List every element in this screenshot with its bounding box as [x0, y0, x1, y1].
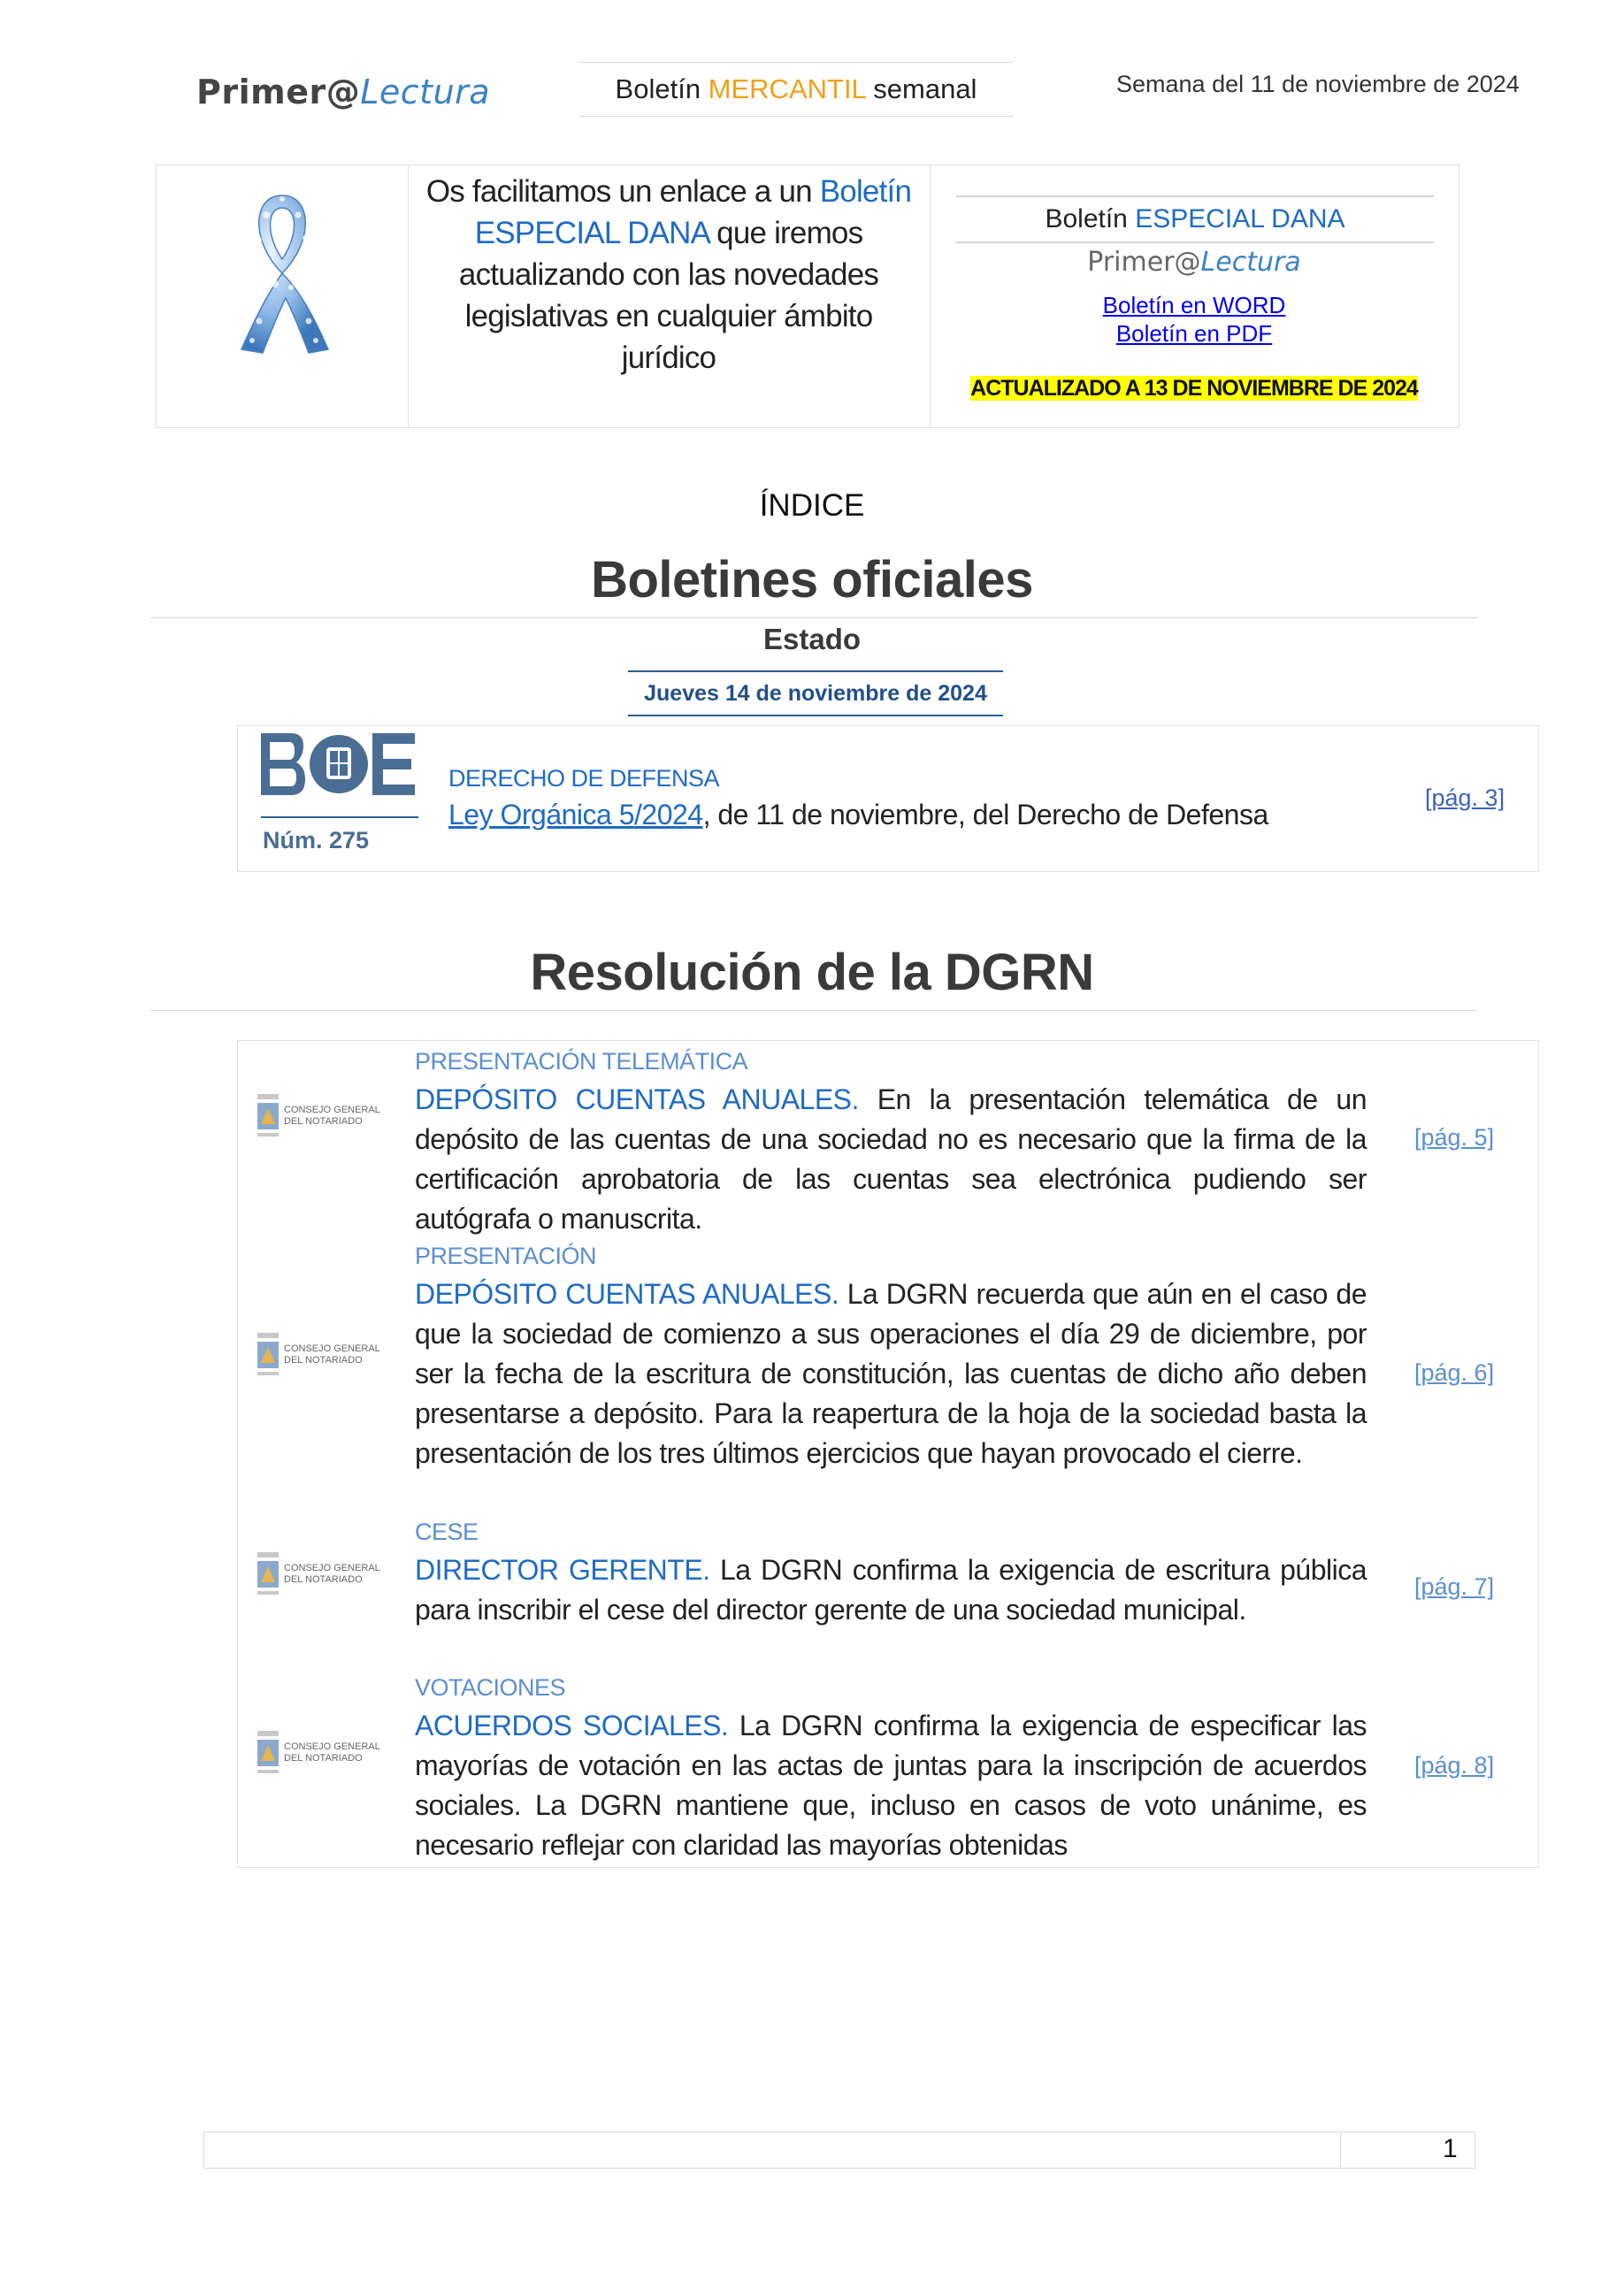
- notariado-logo-text: CONSEJO GENERAL DEL NOTARIADO: [284, 1563, 380, 1585]
- entry-page-link[interactable]: [pág. 7]: [1414, 1573, 1495, 1600]
- boe-law-rest: , de 11 de noviembre, del Derecho de Defensa: [702, 799, 1268, 830]
- boe-law-link[interactable]: Ley Orgánica 5/2024: [448, 799, 703, 830]
- entry-heading: DIRECTOR GERENTE.: [415, 1554, 710, 1586]
- entry-category: VOTACIONES: [415, 1674, 566, 1701]
- dana-logo-lectura: Lectura: [1200, 247, 1301, 278]
- dana-message-start: Os facilitamos un enlace a un: [425, 174, 820, 209]
- dana-title-highlight: ESPECIAL DANA: [1135, 204, 1345, 233]
- dana-box-title: [956, 195, 1434, 243]
- entry-page-link[interactable]: [pág. 8]: [1414, 1752, 1495, 1779]
- dana-links: [930, 291, 1459, 348]
- boe-logo-icon: [261, 733, 415, 795]
- entry-page-link[interactable]: [pág. 6]: [1414, 1359, 1495, 1386]
- dgrn-entry: [238, 1513, 1538, 1655]
- boe-category: DERECHO DE DEFENSA: [448, 765, 720, 792]
- entry-text: [415, 1274, 1367, 1473]
- primer-lectura-logo: [196, 73, 490, 111]
- boe-entry: [237, 725, 1539, 872]
- section-resolucion-dgrn: Resolución de la DGRN: [530, 944, 1094, 1001]
- dana-logo: [930, 247, 1459, 278]
- link-boletin-word[interactable]: Boletín en WORD: [1102, 292, 1286, 318]
- page-number: 1: [1443, 2134, 1458, 2163]
- page-footer: [203, 2131, 1475, 2169]
- bulletin-type: [579, 62, 1013, 117]
- boe-page-link[interactable]: [pág. 3]: [1425, 784, 1505, 811]
- notariado-logo-text: CONSEJO GENERAL DEL NOTARIADO: [284, 1741, 380, 1764]
- boe-law-text: [448, 799, 1268, 831]
- bulletin-prefix: Boletín: [615, 73, 709, 104]
- updated-text: ACTUALIZADO A 13 DE NOVIEMBRE DE 2024: [970, 376, 1418, 401]
- notariado-logo-text: CONSEJO GENERAL DEL NOTARIADO: [284, 1105, 380, 1127]
- entry-text: [415, 1080, 1367, 1239]
- entry-category: PRESENTACIÓN: [415, 1243, 597, 1269]
- index-title: ÍNDICE: [759, 488, 865, 523]
- section-boletines-oficiales: Boletines oficiales: [591, 551, 1033, 608]
- dana-message-cell: [408, 165, 931, 427]
- subsection-estado: Estado: [762, 623, 862, 655]
- boe-number-divider: [261, 816, 418, 818]
- dana-title-prefix: Boletín: [1045, 204, 1136, 233]
- notariado-logo-text: CONSEJO GENERAL DEL NOTARIADO: [284, 1343, 380, 1366]
- logo-text-lectura: Lectura: [360, 73, 491, 111]
- ribbon-cell: [157, 165, 409, 427]
- entry-heading: DEPÓSITO CUENTAS ANUALES.: [415, 1278, 839, 1310]
- entry-heading: ACUERDOS SOCIALES.: [415, 1710, 729, 1741]
- dgrn-entries: [237, 1040, 1539, 1868]
- entry-page-link[interactable]: [pág. 5]: [1414, 1124, 1495, 1151]
- dana-links-cell: [930, 165, 1459, 427]
- boe-number: Núm. 275: [263, 827, 370, 853]
- entry-text: [415, 1706, 1367, 1865]
- dana-message-end: que iremos actualizando con las novedades legislativas en cualquier ámbito jurídico: [458, 216, 879, 375]
- entry-category: PRESENTACIÓN TELEMÁTICA: [415, 1048, 748, 1075]
- dgrn-entry: [238, 1669, 1538, 1864]
- entry-body: La DGRN confirma la exigencia de escritura pública para inscribir el cese del director gerente de una sociedad municipal.: [415, 1554, 1367, 1626]
- awareness-ribbon-icon: [233, 188, 332, 356]
- dgrn-entry: [238, 1041, 1538, 1235]
- dgrn-entry: [238, 1236, 1538, 1501]
- entry-text: [415, 1550, 1367, 1630]
- week-label: Semana del 11 de noviembre de 2024: [1116, 71, 1520, 97]
- updated-notice: [930, 376, 1459, 402]
- boe-date: Jueves 14 de noviembre de 2024: [628, 670, 1003, 716]
- section-divider: [150, 1010, 1477, 1011]
- dana-banner: [156, 165, 1459, 428]
- bulletin-highlight: MERCANTIL: [708, 73, 866, 104]
- link-boletin-pdf[interactable]: Boletín en PDF: [1115, 320, 1273, 347]
- entry-body: La DGRN confirma la exigencia de especificar las mayorías de votación en las actas de juntas para la inscripción de acuerdos sociales. La DGRN mantiene que, incluso en casos de voto unánime, es necesario reflejar con claridad las mayorías obtenidas: [415, 1710, 1367, 1861]
- footer-separator: [1340, 2132, 1341, 2168]
- dana-logo-primer: Primer@: [1087, 247, 1201, 278]
- entry-body: En la presentación telemática de un depósito de las cuentas de una sociedad no es necesario que la firma de la certificación aprobatoria de las cuentas sea electrónica pudiendo ser autógrafa o manuscrita.: [415, 1083, 1367, 1235]
- entry-heading: DEPÓSITO CUENTAS ANUALES.: [415, 1083, 859, 1115]
- entry-category: CESE: [415, 1519, 479, 1545]
- section-divider: [150, 617, 1477, 618]
- bulletin-suffix: semanal: [865, 73, 977, 104]
- dana-message-link[interactable]: Boletín ESPECIAL DANA: [474, 174, 912, 250]
- logo-text-primer: Primer@: [196, 73, 361, 111]
- entry-body: La DGRN recuerda que aún en el caso de que la sociedad de comienzo a sus operaciones el día 29 de diciembre, por ser la fecha de la escritura de constitución, las cuentas de dicho año deben presentarse a depósito. Para la reapertura de la hoja de la sociedad basta la presentación de los tres últimos ejercicios que hayan provocado el cierre.: [415, 1278, 1367, 1469]
- dana-message: [425, 171, 912, 379]
